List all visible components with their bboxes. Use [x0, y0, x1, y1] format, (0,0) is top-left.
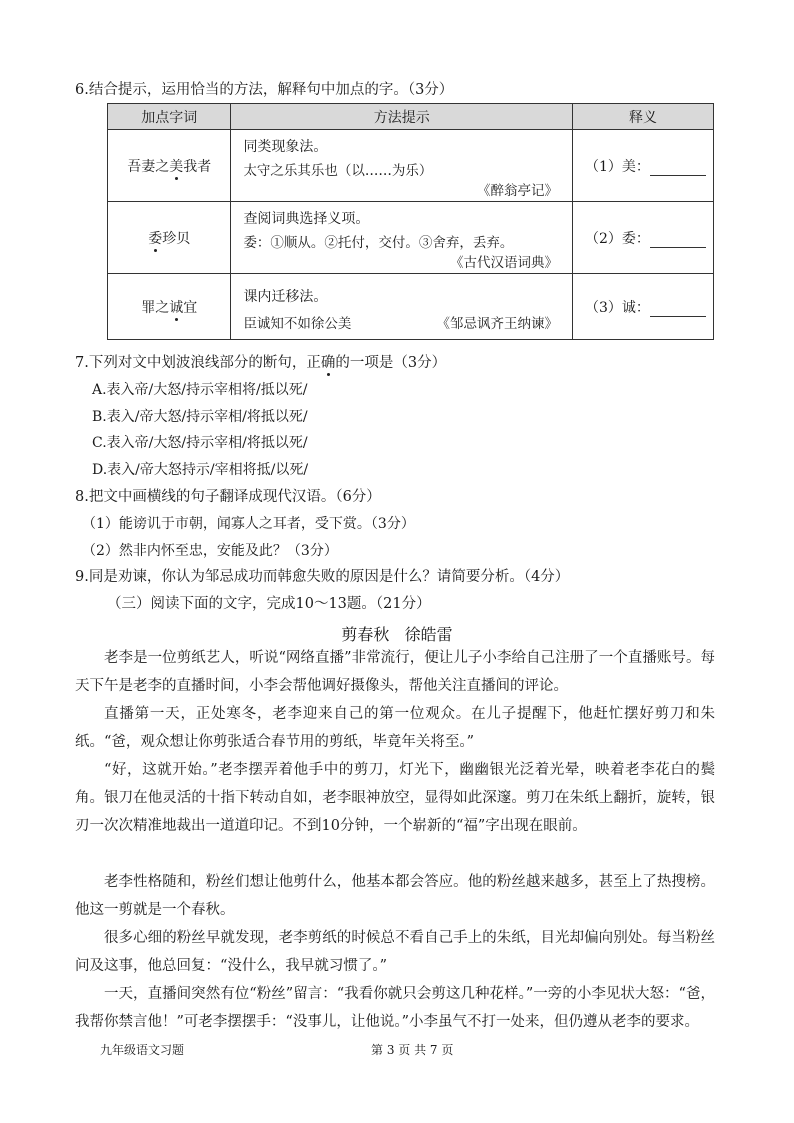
answer-cell[interactable]: （1）美：	[573, 130, 714, 202]
answer-cell[interactable]: （2）委：	[573, 202, 714, 274]
article-paragraph: 老李性格随和，粉丝们想让他剪什么，他基本都会答应。他的粉丝越来越多，甚至上了热搜榜。他这一剪就是一个春秋。	[75, 874, 715, 918]
word-cell: 罪之诚宜	[108, 274, 231, 340]
article-paragraph: 直播第一天，正处寒冬，老李迎来自己的第一位观众。在儿子提醒下，他赶忙摆好剪刀和朱纸。“爸，观众想让你剪张适合春节用的剪纸，毕竟年关将至。”	[75, 706, 715, 750]
q9-stem: 9.同是劝谏，你认为邹忌成功而韩愈失败的原因是什么？请简要分析。（4分）	[75, 569, 570, 585]
q6-table	[107, 103, 714, 340]
header-meaning: 释义	[573, 104, 714, 130]
header-word: 加点字词	[108, 104, 231, 130]
dotted-char: 委	[148, 230, 163, 247]
word-cell: 吾妻之美我者	[108, 130, 231, 202]
q8-item-1: （1）能谤讥于市朝，闻寡人之耳者，受下赏。（3分）	[82, 516, 415, 532]
dotted-char: 诚	[169, 299, 184, 316]
article-title: 剪春秋 徐皓雷	[341, 625, 453, 644]
table-row	[108, 202, 714, 274]
q7-option-c[interactable]: C.表入帝/大怒/持示宰相/将抵以死/	[92, 435, 308, 451]
dotted-char: 确	[320, 355, 336, 371]
header-method: 方法提示	[231, 104, 573, 130]
answer-cell[interactable]: （3）诚：	[573, 274, 714, 340]
section3-heading: （三）阅读下面的文字，完成10～13题。（21分）	[107, 596, 431, 612]
q6-stem: 6.结合提示，运用恰当的方法，解释句中加点的字。（3分）	[75, 82, 454, 98]
footer-title: 九年级语文习题	[100, 1043, 185, 1057]
table-header-row	[108, 104, 714, 130]
page-number: 第 3 页 共 7 页	[371, 1043, 454, 1057]
word-cell: 委珍贝	[108, 202, 231, 274]
method-cell: 课内迁移法。 臣诚知不如徐公美 《邹忌讽齐王纳谏》	[231, 274, 573, 340]
article-paragraph: 一天，直播间突然有位“粉丝”留言：“我看你就只会剪这几种花样。”一旁的小李见状大怒：“爸，我帮你禁言他！”可老李摆摆手：“没事儿，让他说。”小李虽气不打一处来，但仍遵从老李的要求。	[75, 986, 715, 1030]
q7-option-d[interactable]: D.表入/帝大怒持示/宰相将抵/以死/	[92, 462, 309, 478]
article-paragraph: “好，这就开始。”老李摆弄着他手中的剪刀，灯光下，幽幽银光泛着光晕，映着老李花白的鬓角。银刀在他灵活的十指下转动自如，老李眼神放空，显得如此深邃。剪刀在朱纸上翻折，旋转，银刃一次次精准地裁出一道道印记。不到10分钟，一个崭新的“福”字出现在眼前。	[75, 762, 715, 834]
method-cell: 同类现象法。 太守之乐其乐也（以……为乐） 《醉翁亭记》	[231, 130, 573, 202]
article-author: 徐皓雷	[404, 625, 453, 644]
q8-stem: 8.把文中画横线的句子翻译成现代汉语。（6分）	[75, 489, 381, 505]
article-paragraph: 老李是一位剪纸艺人，听说“网络直播”非常流行，便让儿子小李给自己注册了一个直播账号。每天下午是老李的直播时间，小李会帮他调好摄像头，帮他关注直播间的评论。	[75, 650, 715, 694]
answer-blank[interactable]	[650, 161, 706, 176]
method-cell: 查阅词典选择义项。 委：①顺从。②托付，交付。③舍弃，丢弃。 《古代汉语词典》	[231, 202, 573, 274]
q7-option-a[interactable]: A.表入帝/大怒/持示宰相将/抵以死/	[92, 382, 308, 398]
table-row	[108, 274, 714, 340]
q8-item-2: （2）然非内怀至忠，安能及此？（3分）	[82, 543, 338, 559]
dotted-char: 美	[169, 158, 184, 175]
table-row	[108, 130, 714, 202]
article-paragraph: 很多心细的粉丝早就发现，老李剪纸的时候总不看自己手上的朱纸，目光却偏向别处。每当粉丝问及这事，他总回复：“没什么，我早就习惯了。”	[75, 930, 715, 974]
q7-option-b[interactable]: B.表入/帝大怒/持示宰相/将抵以死/	[92, 409, 308, 425]
answer-blank[interactable]	[650, 302, 706, 317]
q7-stem: 7.下列对文中划波浪线部分的断句，正确的一项是（3分）	[75, 355, 447, 371]
answer-blank[interactable]	[650, 233, 706, 248]
